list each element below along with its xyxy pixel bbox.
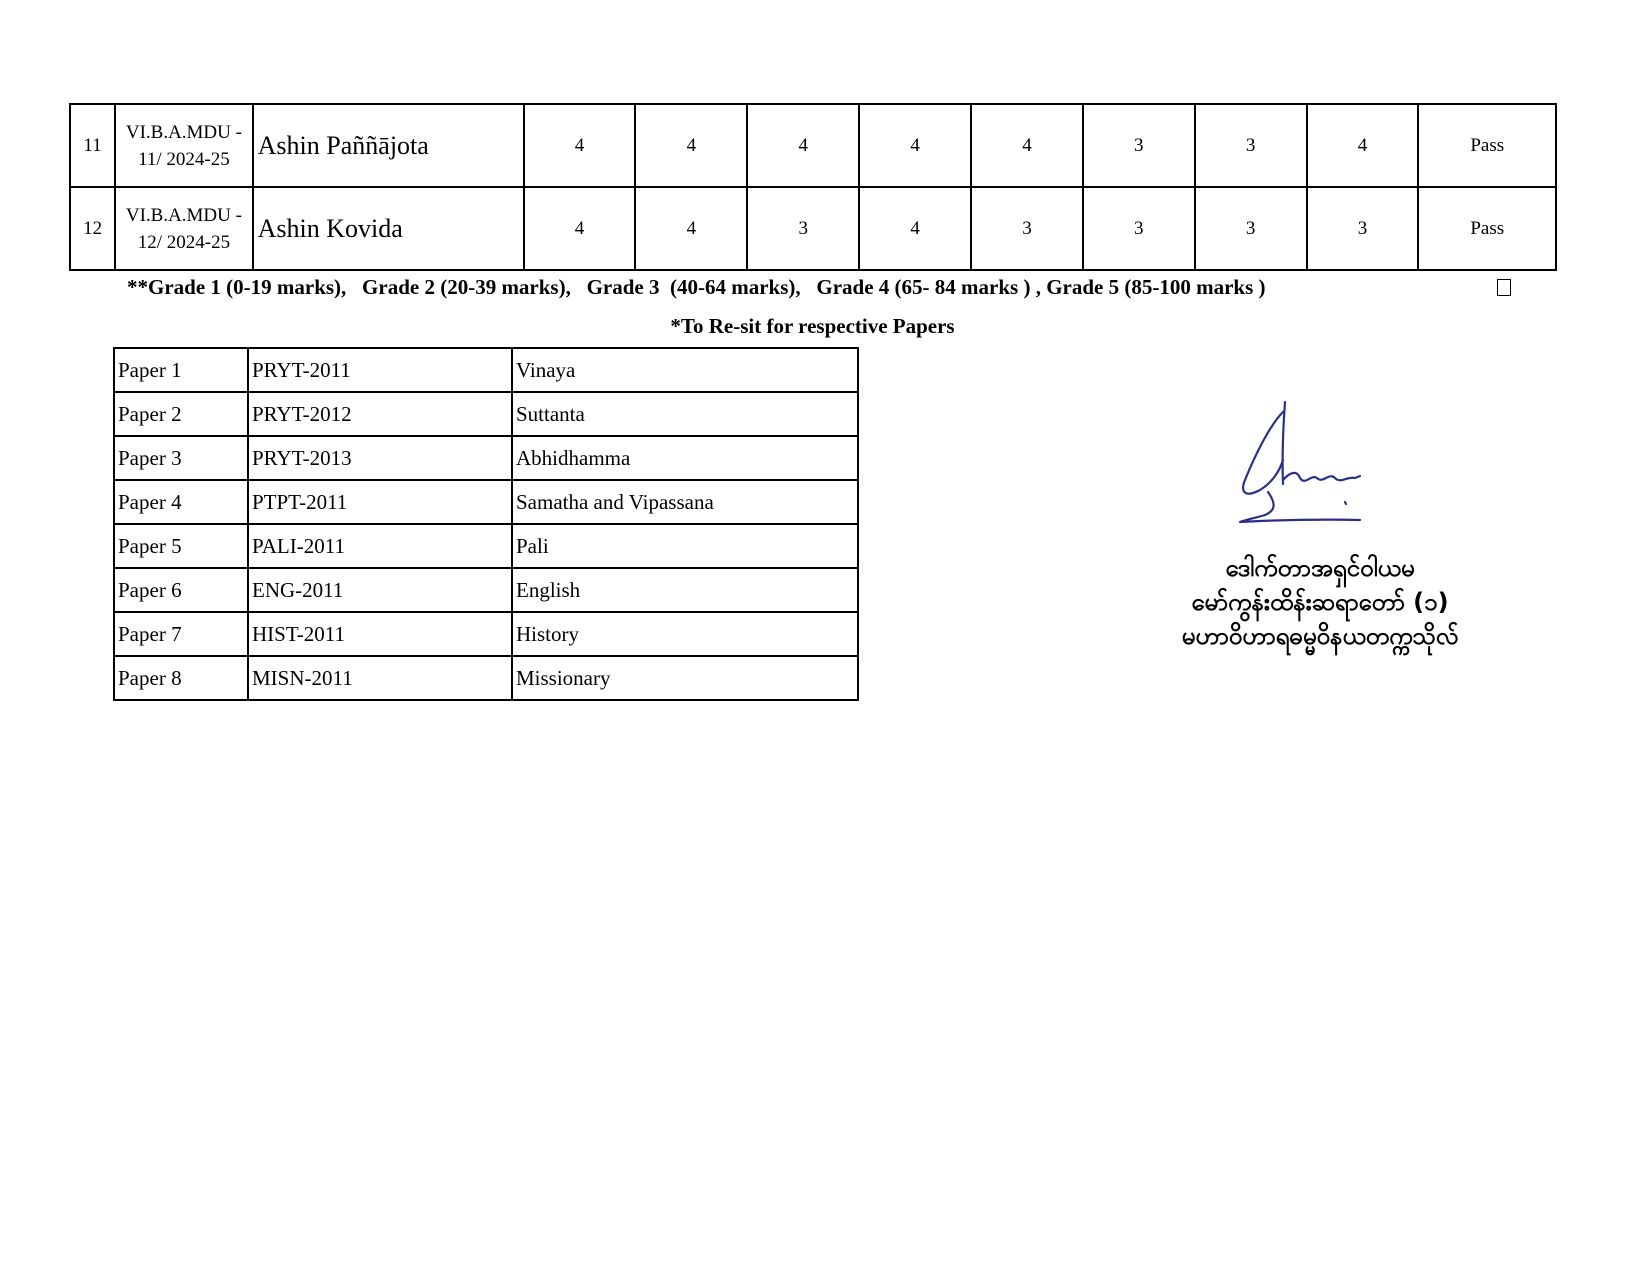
result-row [70, 104, 1556, 187]
resit-note: *To Re-sit for respective Papers [670, 314, 955, 338]
paper-row [114, 392, 858, 436]
paper-code: PRYT-2012 [248, 392, 512, 436]
paper-code: HIST-2011 [248, 612, 512, 656]
signatory-block [1130, 551, 1510, 653]
grade-cell: 3 [1307, 187, 1419, 270]
row-number: 11 [70, 104, 115, 187]
row-number: 12 [70, 187, 115, 270]
grade-cell: 3 [1195, 187, 1307, 270]
registration-number [115, 104, 253, 187]
checkbox-glyph [1497, 279, 1511, 296]
result-status: Pass [1418, 104, 1556, 187]
papers-table [113, 347, 859, 701]
paper-label: Paper 5 [114, 524, 248, 568]
grade-cell: 4 [747, 104, 859, 187]
paper-label: Paper 8 [114, 656, 248, 700]
paper-label: Paper 2 [114, 392, 248, 436]
result-status: Pass [1418, 187, 1556, 270]
paper-row [114, 436, 858, 480]
grade-cell: 4 [859, 187, 971, 270]
registration-number [115, 187, 253, 270]
paper-subject: Missionary [512, 656, 858, 700]
paper-row [114, 480, 858, 524]
paper-subject: English [512, 568, 858, 612]
paper-code: PTPT-2011 [248, 480, 512, 524]
grade-legend: **Grade 1 (0-19 marks), Grade 2 (20-39 marks), Grade 3 (40-64 marks), Grade 4 (65- 84 marks ) , Grade 5 (85-100 marks ) [127, 275, 1266, 299]
grade-cell: 4 [635, 187, 747, 270]
result-row [70, 187, 1556, 270]
registration-line-2: 12/ 2024-25 [137, 231, 231, 253]
paper-row [114, 612, 858, 656]
grade-cell: 4 [971, 104, 1083, 187]
registration-line-1: VI.B.A.MDU - [125, 121, 242, 143]
paper-label: Paper 4 [114, 480, 248, 524]
signatory-name: ဒေါက်တာအရှင်ဝါယမ [1225, 554, 1415, 582]
paper-code: ENG-2011 [248, 568, 512, 612]
paper-row [114, 524, 858, 568]
grade-cell: 3 [1083, 187, 1195, 270]
paper-row [114, 348, 858, 392]
paper-row [114, 568, 858, 612]
grade-cell: 3 [747, 187, 859, 270]
paper-subject: Vinaya [512, 348, 858, 392]
student-name: Ashin Kovida [253, 187, 524, 270]
paper-subject: History [512, 612, 858, 656]
paper-row [114, 656, 858, 700]
grade-cell: 3 [1083, 104, 1195, 187]
grade-cell: 4 [635, 104, 747, 187]
grade-cell: 3 [971, 187, 1083, 270]
grade-cell: 3 [1195, 104, 1307, 187]
signatory-title: မော်ကွန်းထိန်းဆရာတော် (၁) [1191, 588, 1449, 616]
registration-line-1: VI.B.A.MDU - [125, 204, 242, 226]
grade-cell: 4 [524, 187, 636, 270]
paper-subject: Abhidhamma [512, 436, 858, 480]
paper-code: PALI-2011 [248, 524, 512, 568]
signatory-institution: မဟာဝိဟာရဓမ္မဝိနယတက္ကသိုလ် [1181, 622, 1459, 650]
registration-line-2: 11/ 2024-25 [138, 148, 230, 170]
paper-code: PRYT-2011 [248, 348, 512, 392]
paper-label: Paper 1 [114, 348, 248, 392]
handwritten-signature [1225, 400, 1375, 530]
paper-label: Paper 3 [114, 436, 248, 480]
grade-cell: 4 [524, 104, 636, 187]
grade-cell: 4 [1307, 104, 1419, 187]
paper-label: Paper 6 [114, 568, 248, 612]
results-table [69, 103, 1557, 271]
paper-subject: Samatha and Vipassana [512, 480, 858, 524]
paper-label: Paper 7 [114, 612, 248, 656]
grade-cell: 4 [859, 104, 971, 187]
paper-subject: Suttanta [512, 392, 858, 436]
student-name: Ashin Paññājota [253, 104, 524, 187]
paper-code: PRYT-2013 [248, 436, 512, 480]
paper-code: MISN-2011 [248, 656, 512, 700]
paper-subject: Pali [512, 524, 858, 568]
